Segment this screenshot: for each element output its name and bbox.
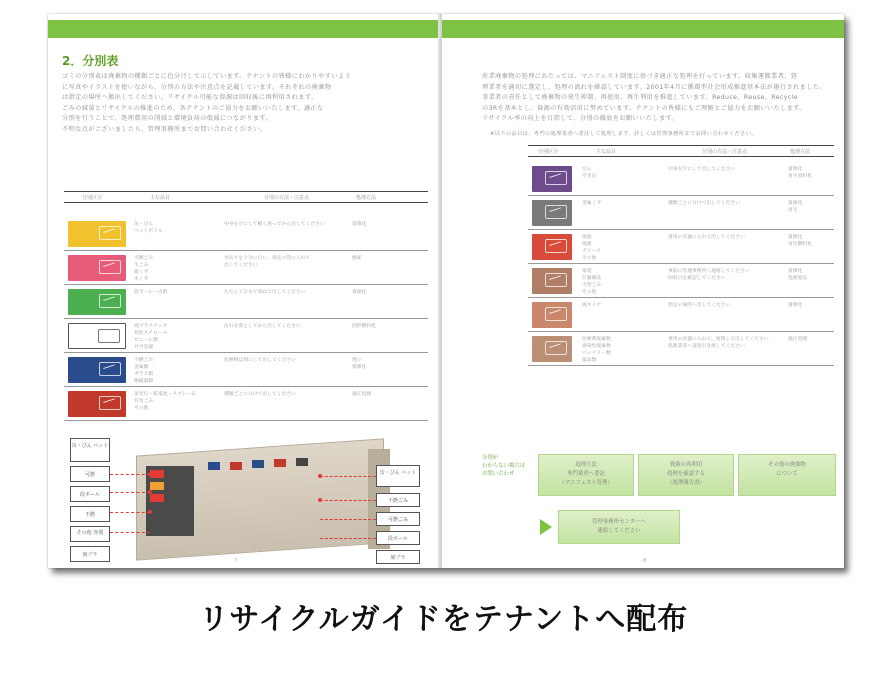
intro-line: ゴミの分別表は廃棄物の種類ごとに色分けして示しています。テナントの皆様にわかりやすいよう (62, 73, 352, 80)
items-cell: 廃油 廃液 グリース その他 (582, 235, 601, 261)
station-label-right: 不燃ごみ (376, 493, 420, 507)
item-photo-icon (545, 205, 567, 219)
header-items: 主な品目 (596, 149, 617, 155)
category-swatch (532, 336, 572, 362)
intro-line: の3Rを基本とし、資源の有効活用に努めています。テナントの皆様にもご理解とご協力をお願いいたします。 (482, 104, 806, 112)
table-row (64, 353, 428, 387)
intro-line: 不明な点がございましたら、管理事務所までお問い合わせください。 (62, 125, 267, 133)
leader-line (110, 474, 150, 475)
items-cell: 廃タイヤ (582, 303, 602, 308)
category-swatch (68, 221, 126, 247)
table-row (64, 251, 428, 285)
note-cell: 危険物は別にして出してください (224, 358, 296, 363)
method-cell: 適正処理 (352, 392, 372, 397)
category-swatch (68, 391, 126, 417)
leader-line (110, 512, 150, 513)
slot-red-4 (274, 459, 286, 467)
item-photo-icon (545, 307, 567, 321)
contact-box: 管理事務所センターへ 連絡してください (558, 510, 680, 544)
table-row (528, 298, 834, 332)
table-row (64, 285, 428, 319)
note-cell: 汚れを落としてから出してください (224, 324, 301, 329)
right-table-header (528, 145, 834, 157)
table-row (64, 217, 428, 251)
left-intro-text (62, 72, 428, 136)
intro-line: 産業廃棄物の処理にあたっては、マニフェスト制度に基づき適正な処理を行っています。収集運搬業者、処 (482, 73, 798, 80)
items-cell: 家電 什器備品 大型ごみ その他 (582, 269, 602, 295)
item-photo-icon (99, 260, 121, 274)
page-number: 8 (643, 558, 647, 564)
items-cell: 可燃ごみ 生ごみ 紙くず 木くず (134, 256, 154, 282)
item-photo-icon (99, 226, 121, 240)
table-row (528, 230, 834, 264)
right-intro-text (482, 72, 832, 125)
method-cell: 固形燃料化 (352, 324, 376, 329)
items-cell: 廃プラスチック 発泡スチロール ビニール類 弁当容器 (134, 324, 168, 350)
leader-line (110, 492, 150, 493)
flow-label: 分別が わからない場合は お問い合わせ (482, 455, 526, 477)
table-row (528, 332, 834, 366)
method-cell: 埋立 資源化 (352, 358, 367, 370)
station-label-right: 廃プラ (376, 550, 420, 564)
right-note-line: ※以下の品目は、専門の処理業者へ委託して処理します。詳しくは管理事務所までお問い合わせください。 (490, 131, 757, 137)
method-cell: 資源化 再生原料化 (788, 167, 812, 179)
table-row (64, 387, 428, 421)
note-cell: たたんでひもで束ねて出してください (224, 290, 306, 295)
item-photo-icon (98, 329, 120, 343)
station-label-left: 缶・びん ペット (70, 438, 110, 462)
right-page (442, 14, 844, 568)
header-category: 分別区分 (82, 195, 103, 201)
station-label-right: 段ボール (376, 531, 420, 545)
header-items: 主な品目 (150, 195, 171, 201)
items-cell: 蛍光灯・乾電池・スプレー缶 有害ごみ その他 (134, 392, 197, 411)
intro-line: 事業者の責任として廃棄物の発生抑制、再使用、再生利用を推進しています。Reduce、Reuse、Recycle (482, 94, 798, 102)
intro-line: は指定の場所へ搬出してください。リサイクル可能な資源は回収後に再利用されます。 (62, 94, 318, 102)
intro-line: 理業者を適切に選定し、処理の流れを確認しています。2001年4月に循環型社会形成推進基本法が施行されました。 (482, 83, 826, 91)
station-label-left: 可燃 (70, 466, 110, 482)
item-photo-icon (545, 273, 567, 287)
leader-line (320, 500, 376, 501)
station-label-left: 段ボール (70, 486, 110, 502)
items-cell: 不燃ごみ 金属類 ガラス類 陶磁器類 (134, 358, 154, 384)
station-label-right: 可燃ごみ (376, 512, 420, 526)
method-cell: 資源化 再生燃料化 (788, 235, 812, 247)
note-cell: 種類ごとに分けて出してください (668, 201, 740, 206)
left-table-header (64, 191, 428, 203)
header-method: 処理方法 (356, 195, 377, 201)
category-swatch (532, 200, 572, 226)
intro-line: ごみの減量とリサイクルの推進のため、各テナントのご協力をお願いいたします。適正な (62, 104, 324, 112)
method-cell: 資源化 (352, 222, 367, 227)
leader-line (320, 476, 376, 477)
green-header-band (48, 20, 440, 38)
note-cell: 専用の容器に入れて、密閉して出してください 処理業者へ直接引き渡してください (668, 337, 769, 349)
category-swatch (532, 302, 572, 328)
slot-red (150, 470, 164, 478)
slot-orange (150, 482, 164, 490)
slide-caption: リサイクルガイドをテナントへ配布 (198, 602, 689, 637)
station-label-left: 廃プラ (70, 546, 110, 562)
slot-blue (208, 462, 220, 470)
header-note: 分別の方法・注意点 (702, 149, 748, 155)
intro-line: に写真やイラストを使いながら、分別の方法や注意点を記載しています。それぞれの廃棄物 (62, 83, 332, 91)
note-cell: 水切りを十分に行い、指定の袋に入れて 出してください (224, 256, 311, 268)
category-swatch (68, 255, 126, 281)
flow-arrow-icon (540, 519, 552, 535)
station-label-left: その他 容器 (70, 526, 110, 542)
items-cell: 段ボール・古紙 (134, 290, 168, 295)
method-cell: 資源化 再生 (788, 201, 803, 213)
leader-dot (148, 472, 152, 476)
item-photo-icon (99, 294, 121, 308)
header-note: 分別の方法・注意点 (264, 195, 310, 201)
table-row (528, 196, 834, 230)
green-header-band (442, 20, 844, 38)
category-swatch (532, 166, 572, 192)
leader-dot (148, 510, 152, 514)
item-photo-icon (99, 396, 121, 410)
intro-line: 分別を行うことで、処理費用の削減と環境負荷の低減につながります。 (62, 115, 273, 123)
leader-line (320, 519, 376, 520)
category-swatch (68, 357, 126, 383)
item-photo-icon (99, 362, 121, 376)
header-method: 処理方法 (790, 149, 811, 155)
category-swatch (68, 323, 126, 349)
items-cell: 医療系廃棄物 感染性廃棄物 バッテリー類 薬品類 (582, 337, 611, 363)
method-cell: 資源化 処理委託 (788, 269, 808, 281)
intro-line: リサイクル率の向上を目指して、分別の徹底をお願いいたします。 (482, 115, 679, 123)
page-number: 7 (234, 558, 238, 564)
method-cell: 焼却 (352, 256, 362, 261)
category-swatch (68, 289, 126, 315)
note-cell: 事前に管理事務所へ連絡してください 回収日を確認してください (668, 269, 750, 281)
station-label-right: 缶・びん ペット (376, 465, 420, 487)
slot-red-2 (150, 494, 164, 502)
header-category: 分別区分 (538, 149, 559, 155)
method-cell: 資源化 (352, 290, 367, 295)
item-photo-icon (545, 341, 567, 355)
items-cell: 缶・びん ペットボトル (134, 222, 163, 234)
method-cell: 適正処理 (788, 337, 808, 342)
green-info-box: その他の廃棄物 について (738, 454, 836, 496)
station-label-left: 不燃 (70, 506, 110, 522)
method-cell: 資源化 (788, 303, 803, 308)
leader-line (320, 538, 376, 539)
category-swatch (532, 234, 572, 260)
green-info-box: 処理方法 専門業者へ委託 （マニフェスト管理） (538, 454, 634, 496)
section-title: 2．分別表 (62, 54, 119, 68)
table-row (528, 264, 834, 298)
slot-dark (296, 458, 308, 466)
note-cell: 種類ごとに分けて出してください (224, 392, 296, 397)
note-cell: 中身を空にして出してください (668, 167, 736, 172)
note-cell: 指定の場所へ出してください (668, 303, 731, 308)
green-info-box: 資源の再利用 処理を確認する （処理報告書） (638, 454, 734, 496)
table-row (64, 319, 428, 353)
recycle-guide-booklet (48, 14, 844, 568)
slot-blue-2 (252, 460, 264, 468)
items-cell: びん 空き缶 (582, 167, 597, 179)
item-photo-icon (545, 239, 567, 253)
left-page (48, 14, 440, 568)
leader-dot (148, 490, 152, 494)
slot-red-3 (230, 462, 242, 470)
items-cell: 金属くず (582, 201, 602, 206)
note-cell: 中身を空にして軽く洗ってから出してください (224, 222, 325, 227)
table-row (528, 162, 834, 196)
leader-dot (318, 474, 322, 478)
category-swatch (532, 268, 572, 294)
note-cell: 専用の容器に入れて出してください (668, 235, 745, 240)
leader-dot (318, 498, 322, 502)
leader-line (110, 532, 150, 533)
item-photo-icon (545, 171, 567, 185)
